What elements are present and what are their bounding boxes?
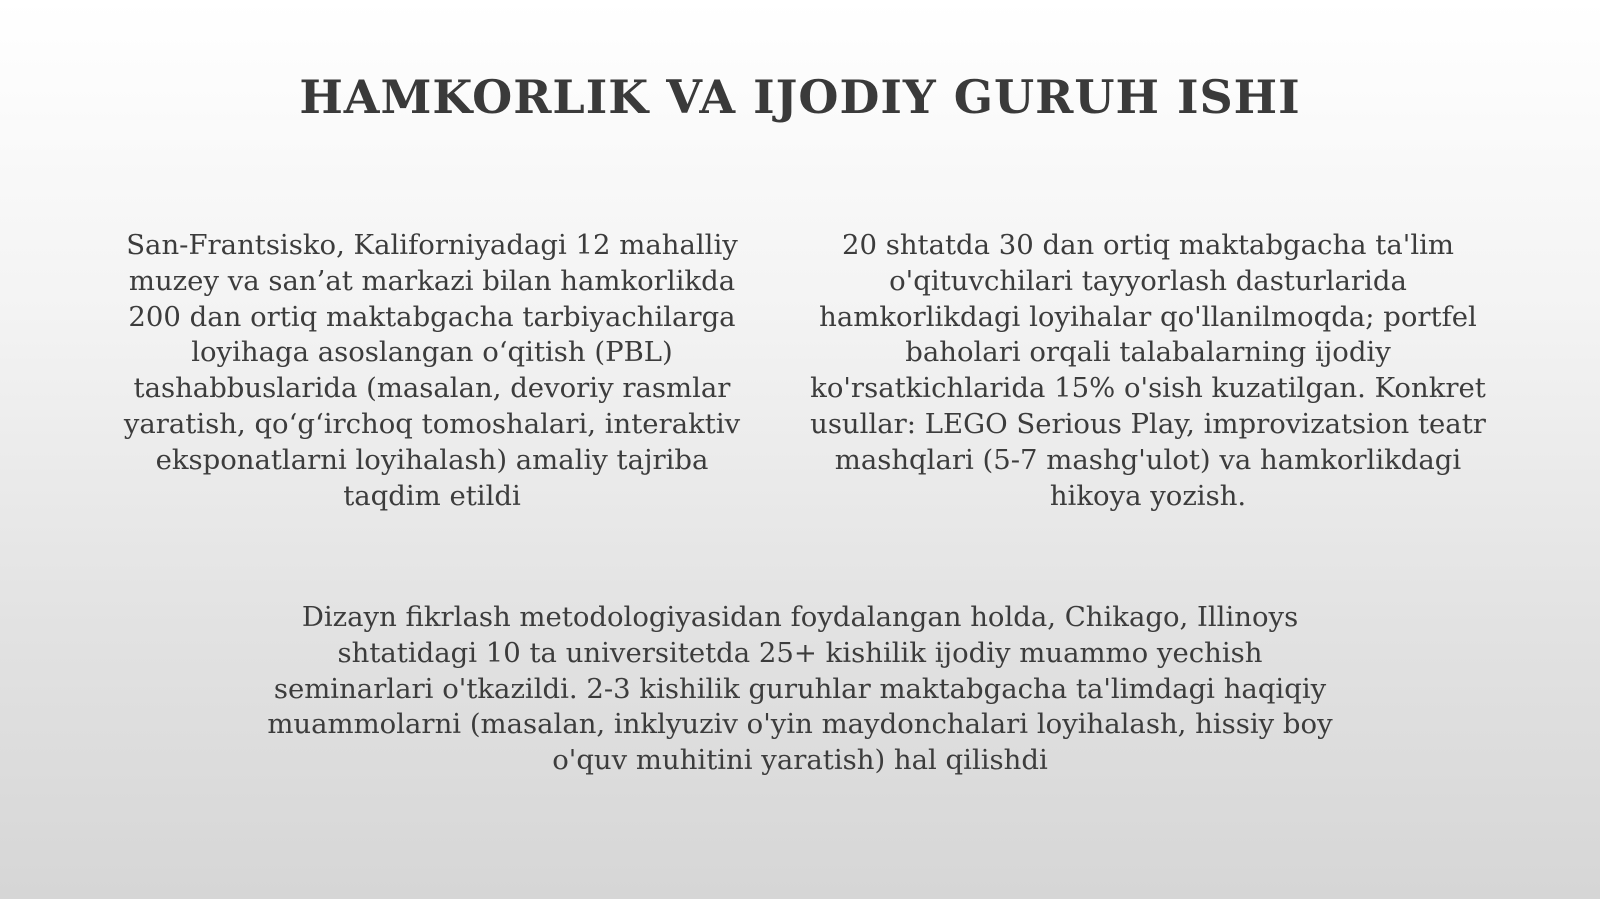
paragraph-bottom: Dizayn fikrlash metodologiyasidan foydalangan holda, Chikago, Illinoys shtatidagi 10 ta universitetda 25+ kishilik ijodiy muammo yechish seminarlari o'tkazildi. 2-3 kishilik guruhlar maktabgacha ta'limdagi haqiqiy muammolarni (masalan, inklyuziv o'yin maydonchalari loyihalash, hissiy boy o'quv muhitini yaratish) hal qilishdi xyxy=(267,601,1333,777)
paragraph-right: 20 shtatda 30 dan ortiq maktabgacha ta'lim o'qituvchilari tayyorlash dasturlarida hamkorlikdagi loyihalar qo'llanilmoqda; portfel baholari orqali talabalarning ijodiy ko'rsatkichlarida 15% o'sish kuzatilgan. Konkret usullar: LEGO Serious Play, improvizatsion teatr mashqlari (5-7 mashg'ulot) va hamkorlikdagi hikoya yozish. xyxy=(810,229,1486,512)
paragraph-left: San-Frantsisko, Kaliforniyadagi 12 mahalliy muzey va san’at markazi bilan hamkorlikda 200 dan ortiq maktabgacha tarbiyachilarga loyihaga asoslangan o‘qitish (PBL) tashabbuslarida (masalan, devoriy rasmlar yaratish, qo‘g‘irchoq tomoshalari, interaktiv eksponatlarni loyihalash) amaliy tajriba taqdim etildi xyxy=(123,229,741,512)
slide-title: HAMKORLIK VA IJODIY GURUH ISHI xyxy=(299,70,1301,124)
